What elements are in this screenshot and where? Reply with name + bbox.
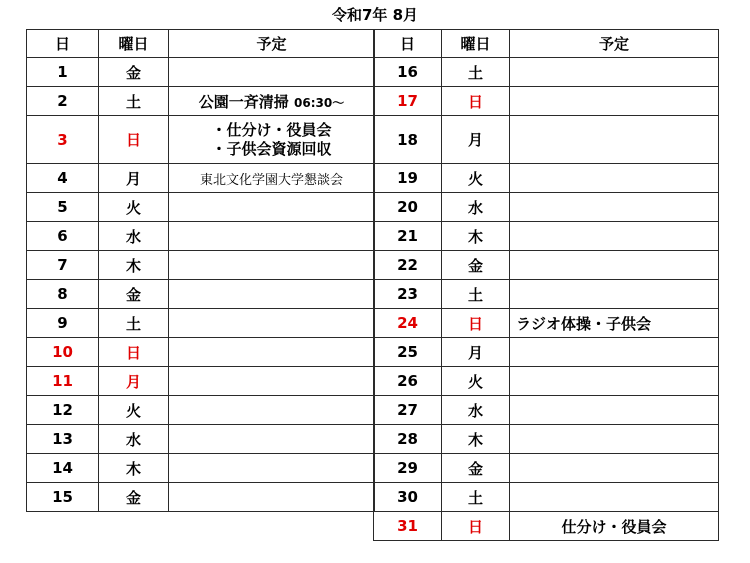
- day-cell: 23: [374, 280, 442, 309]
- header-row: [27, 30, 375, 58]
- weekday-cell: 日: [99, 116, 169, 164]
- header-weekday: 曜日: [442, 30, 510, 58]
- weekday-cell: 金: [99, 58, 169, 87]
- table-row: [374, 309, 719, 338]
- page-title: 令和7年 8月: [331, 6, 419, 24]
- table-row: [374, 251, 719, 280]
- schedule-cell: [510, 338, 719, 367]
- schedule-cell: [510, 425, 719, 454]
- schedule-line: ・子供会資源回収: [211, 139, 332, 158]
- day-cell: 28: [374, 425, 442, 454]
- table-row: [374, 454, 719, 483]
- table-row: [27, 222, 375, 251]
- weekday-cell: 水: [99, 222, 169, 251]
- schedule-cell: 東北文化学園大学懇談会: [169, 164, 375, 193]
- day-cell: 4: [27, 164, 99, 193]
- schedule-cell: [169, 367, 375, 396]
- weekday-cell: 木: [99, 454, 169, 483]
- weekday-cell: 水: [442, 396, 510, 425]
- weekday-cell: 土: [99, 87, 169, 116]
- day-cell: 22: [374, 251, 442, 280]
- schedule-cell: [169, 309, 375, 338]
- weekday-cell: 土: [99, 309, 169, 338]
- schedule-cell: [510, 222, 719, 251]
- weekday-cell: 日: [99, 338, 169, 367]
- day-cell: 3: [27, 116, 99, 164]
- table-row: [27, 425, 375, 454]
- weekday-cell: 火: [99, 193, 169, 222]
- weekday-cell: 木: [442, 425, 510, 454]
- table-row: [374, 338, 719, 367]
- weekday-cell: 金: [99, 483, 169, 512]
- schedule-cell: [169, 425, 375, 454]
- weekday-cell: 火: [442, 367, 510, 396]
- schedule-cell: [510, 164, 719, 193]
- day-cell: 19: [374, 164, 442, 193]
- table-row: [374, 483, 719, 512]
- schedule-cell: [169, 222, 375, 251]
- header-row: [374, 30, 719, 58]
- table-row: [27, 367, 375, 396]
- day-cell: 17: [374, 87, 442, 116]
- schedule-cell: [169, 58, 375, 87]
- day-cell: 18: [374, 116, 442, 164]
- schedule-cell: [510, 58, 719, 87]
- table-row: [27, 251, 375, 280]
- schedule-cell: [510, 87, 719, 116]
- day-cell: 31: [374, 512, 442, 541]
- day-cell: 16: [374, 58, 442, 87]
- table-row: [27, 396, 375, 425]
- day-cell: 30: [374, 483, 442, 512]
- schedule-cell: [169, 116, 375, 164]
- day-cell: 10: [27, 338, 99, 367]
- weekday-cell: 日: [442, 87, 510, 116]
- schedule-text: 公園一斉清掃: [198, 92, 289, 111]
- schedule-cell: [510, 193, 719, 222]
- schedule-cell: [510, 251, 719, 280]
- day-cell: 14: [27, 454, 99, 483]
- table-row: [27, 338, 375, 367]
- table-row: [374, 222, 719, 251]
- table-row: [374, 164, 719, 193]
- day-cell: 8: [27, 280, 99, 309]
- header-day: 日: [374, 30, 442, 58]
- weekday-cell: 日: [442, 512, 510, 541]
- table-row: [374, 512, 719, 541]
- day-cell: 25: [374, 338, 442, 367]
- day-cell: 29: [374, 454, 442, 483]
- table-row: [374, 193, 719, 222]
- table-row: [27, 164, 375, 193]
- weekday-cell: 木: [99, 251, 169, 280]
- table-row: [374, 396, 719, 425]
- weekday-cell: 水: [99, 425, 169, 454]
- day-cell: 15: [27, 483, 99, 512]
- weekday-cell: 火: [99, 396, 169, 425]
- weekday-cell: 月: [442, 116, 510, 164]
- header-schedule: 予定: [510, 30, 719, 58]
- table-row: [27, 87, 375, 116]
- table-row: [374, 367, 719, 396]
- weekday-cell: 金: [442, 454, 510, 483]
- header-weekday: 曜日: [99, 30, 169, 58]
- day-cell: 13: [27, 425, 99, 454]
- weekday-cell: 木: [442, 222, 510, 251]
- table-row: [27, 309, 375, 338]
- day-cell: 2: [27, 87, 99, 116]
- schedule-cell: [510, 454, 719, 483]
- weekday-cell: 金: [442, 251, 510, 280]
- table-row: [27, 116, 375, 164]
- schedule-cell: [510, 396, 719, 425]
- schedule-cell: [169, 193, 375, 222]
- table-row: [374, 87, 719, 116]
- calendar-table-left: [26, 29, 375, 512]
- weekday-cell: 金: [99, 280, 169, 309]
- schedule-cell: [169, 454, 375, 483]
- schedule-cell: [510, 116, 719, 164]
- schedule-cell: [169, 87, 375, 116]
- weekday-cell: 土: [442, 58, 510, 87]
- table-row: [374, 116, 719, 164]
- calendar-table-right: [373, 29, 719, 541]
- schedule-cell: [169, 338, 375, 367]
- schedule-cell: [169, 280, 375, 309]
- day-cell: 7: [27, 251, 99, 280]
- table-row: [374, 425, 719, 454]
- schedule-cell: [510, 367, 719, 396]
- weekday-cell: 水: [442, 193, 510, 222]
- day-cell: 20: [374, 193, 442, 222]
- schedule-cell: [169, 483, 375, 512]
- day-cell: 21: [374, 222, 442, 251]
- schedule-cell: [169, 251, 375, 280]
- day-cell: 11: [27, 367, 99, 396]
- day-cell: 9: [27, 309, 99, 338]
- day-cell: 24: [374, 309, 442, 338]
- weekday-cell: 月: [99, 367, 169, 396]
- header-schedule: 予定: [169, 30, 375, 58]
- schedule-cell: 仕分け・役員会: [510, 512, 719, 541]
- day-cell: 6: [27, 222, 99, 251]
- weekday-cell: 月: [99, 164, 169, 193]
- table-row: [27, 280, 375, 309]
- table-row: [374, 280, 719, 309]
- day-cell: 12: [27, 396, 99, 425]
- weekday-cell: 月: [442, 338, 510, 367]
- table-row: [27, 454, 375, 483]
- table-row: [27, 483, 375, 512]
- schedule-cell: [510, 280, 719, 309]
- schedule-cell: ラジオ体操・子供会: [510, 309, 719, 338]
- table-row: [374, 58, 719, 87]
- weekday-cell: 土: [442, 280, 510, 309]
- schedule-line: ・仕分け・役員会: [211, 120, 332, 139]
- weekday-cell: 日: [442, 309, 510, 338]
- day-cell: 26: [374, 367, 442, 396]
- day-cell: 27: [374, 396, 442, 425]
- schedule-cell: [169, 396, 375, 425]
- schedule-cell: [510, 483, 719, 512]
- header-day: 日: [27, 30, 99, 58]
- schedule-time: 06:30〜: [294, 95, 345, 110]
- day-cell: 5: [27, 193, 99, 222]
- weekday-cell: 火: [442, 164, 510, 193]
- table-row: [27, 193, 375, 222]
- weekday-cell: 土: [442, 483, 510, 512]
- day-cell: 1: [27, 58, 99, 87]
- table-row: [27, 58, 375, 87]
